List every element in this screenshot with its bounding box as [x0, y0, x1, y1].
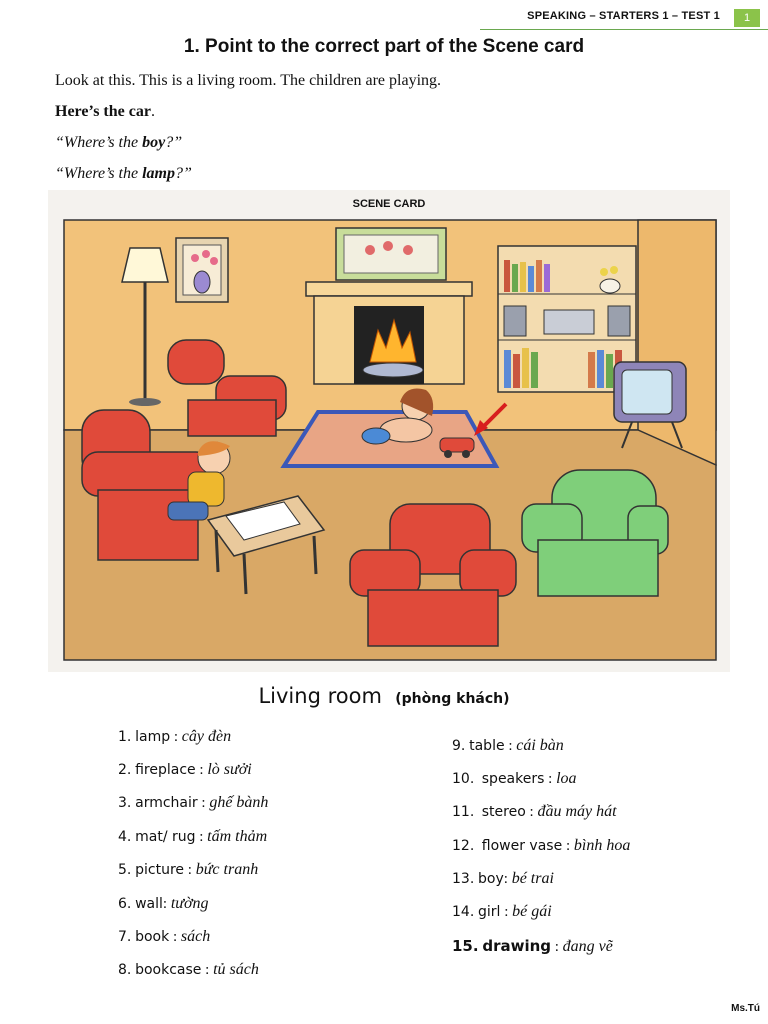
- vocab-item: 15. drawing : đang vẽ: [452, 937, 613, 955]
- vocab-item: 1. lamp : cây đèn: [118, 728, 232, 745]
- question-boy: “Where’s the boy?”: [55, 134, 183, 151]
- speaker-right: [608, 306, 630, 336]
- intro-line-2: Here’s the car.: [55, 103, 155, 120]
- vocab-item: 12. flower vase : bình hoa: [452, 837, 631, 854]
- scene-card: [48, 190, 730, 672]
- vocab-item: 11. stereo : đầu máy hát: [452, 803, 617, 820]
- vocab-item: 5. picture : bức tranh: [118, 861, 259, 878]
- exercise-title: 1. Point to the correct part of the Scene card: [183, 36, 585, 57]
- vocab-item: 7. book : sách: [118, 928, 211, 945]
- page-number-badge: 1: [734, 9, 760, 27]
- intro-line-1: Look at this. This is a living room. The children are playing.: [55, 72, 442, 89]
- speaker-left: [504, 306, 526, 336]
- fireplace: [306, 282, 472, 384]
- vocab-item: 14. girl : bé gái: [452, 903, 552, 920]
- vocab-item: 6. wall: tường: [118, 895, 209, 912]
- flower-vase: [600, 279, 620, 293]
- question-lamp: “Where’s the lamp?”: [55, 165, 192, 182]
- vocab-item: 13. boy: bé trai: [452, 870, 554, 887]
- vocab-item: 10. speakers : loa: [452, 770, 577, 787]
- vocab-item: 2. fireplace : lò sưởi: [118, 761, 252, 778]
- fireplace-picture: [336, 228, 446, 280]
- picture: [176, 238, 228, 302]
- vocab-item: 8. bookcase : tủ sách: [118, 961, 259, 978]
- vocab-item: 9. table : cái bàn: [452, 737, 564, 754]
- living-room-illustration: [48, 190, 730, 672]
- header-title: SPEAKING – STARTERS 1 – TEST 1: [527, 10, 720, 22]
- author-signature: Ms.Tú: [731, 1003, 760, 1014]
- vocab-title: Living room (phòng khách): [258, 684, 510, 708]
- stereo: [544, 310, 594, 334]
- vocab-item: 4. mat/ rug : tấm thảm: [118, 828, 268, 845]
- vocab-item: 3. armchair : ghế bành: [118, 794, 269, 811]
- scene-card-label: SCENE CARD: [352, 198, 426, 210]
